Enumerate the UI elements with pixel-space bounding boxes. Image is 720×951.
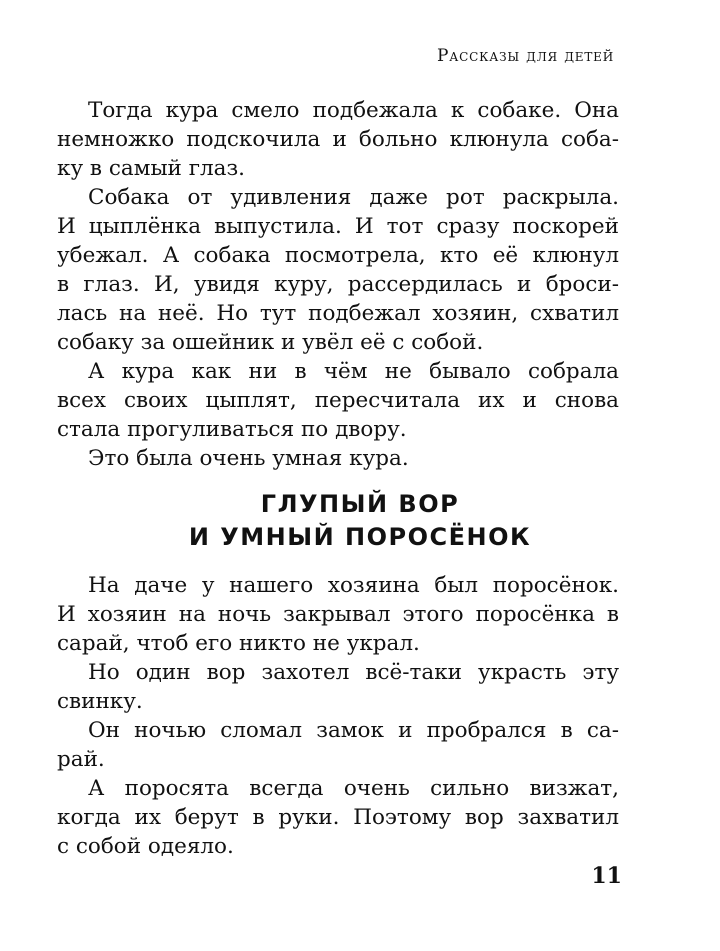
text-line: И цыплёнка выпустила. И тот сразу поскорей: [57, 214, 619, 239]
text-line: немножко подскочила и больно клюнула соба-: [57, 127, 619, 152]
text-line: На даче у нашего хозяина был поросёнок.: [88, 573, 619, 598]
page-number: 11: [591, 863, 622, 889]
text-line: лась на неё. Но тут подбежал хозяин, схватил: [57, 301, 619, 326]
text-line: Он ночью сломал замок и пробрался в са-: [88, 718, 619, 743]
text-line: свинку.: [57, 689, 143, 714]
text-line: когда их берут в руки. Поэтому вор захватил: [57, 805, 619, 830]
story-one-ending: [57, 96, 619, 473]
text-line: Но один вор захотел всё-таки украсть эту: [88, 660, 619, 685]
text-line: рай.: [57, 747, 105, 772]
text-line: И хозяин на ночь закрывал этого поросёнка в: [57, 602, 619, 627]
text-line: в глаз. И, увидя куру, рассердилась и броси-: [57, 272, 619, 297]
story-title-line: И УМНЫЙ ПОРОСЁНОК: [188, 523, 532, 551]
text-line: убежал. А собака посмотрела, кто её клюнул: [57, 243, 619, 268]
text-line: ку в самый глаз.: [57, 156, 246, 181]
text-line: стала прогуливаться по двору.: [57, 417, 407, 442]
text-line: Это была очень умная кура.: [88, 446, 409, 471]
text-line: всех своих цыплят, пересчитала их и снова: [57, 388, 619, 413]
story-two-body: [57, 571, 619, 861]
text-line: А поросята всегда очень сильно визжат,: [88, 776, 619, 801]
text-line: сарай, чтоб его никто не украл.: [57, 631, 420, 656]
story-title-line: ГЛУПЫЙ ВОР: [260, 490, 460, 518]
running-header: Рассказы для детей: [437, 46, 614, 66]
text-line: собаку за ошейник и увёл её с собой.: [57, 330, 484, 355]
text-line: с собой одеяло.: [57, 834, 234, 859]
text-line: А кура как ни в чём не бывало собрала: [88, 359, 619, 384]
text-line: Тогда кура смело подбежала к собаке. Она: [88, 98, 619, 123]
text-line: Собака от удивления даже рот раскрыла.: [88, 185, 619, 210]
story-title: [0, 488, 720, 554]
